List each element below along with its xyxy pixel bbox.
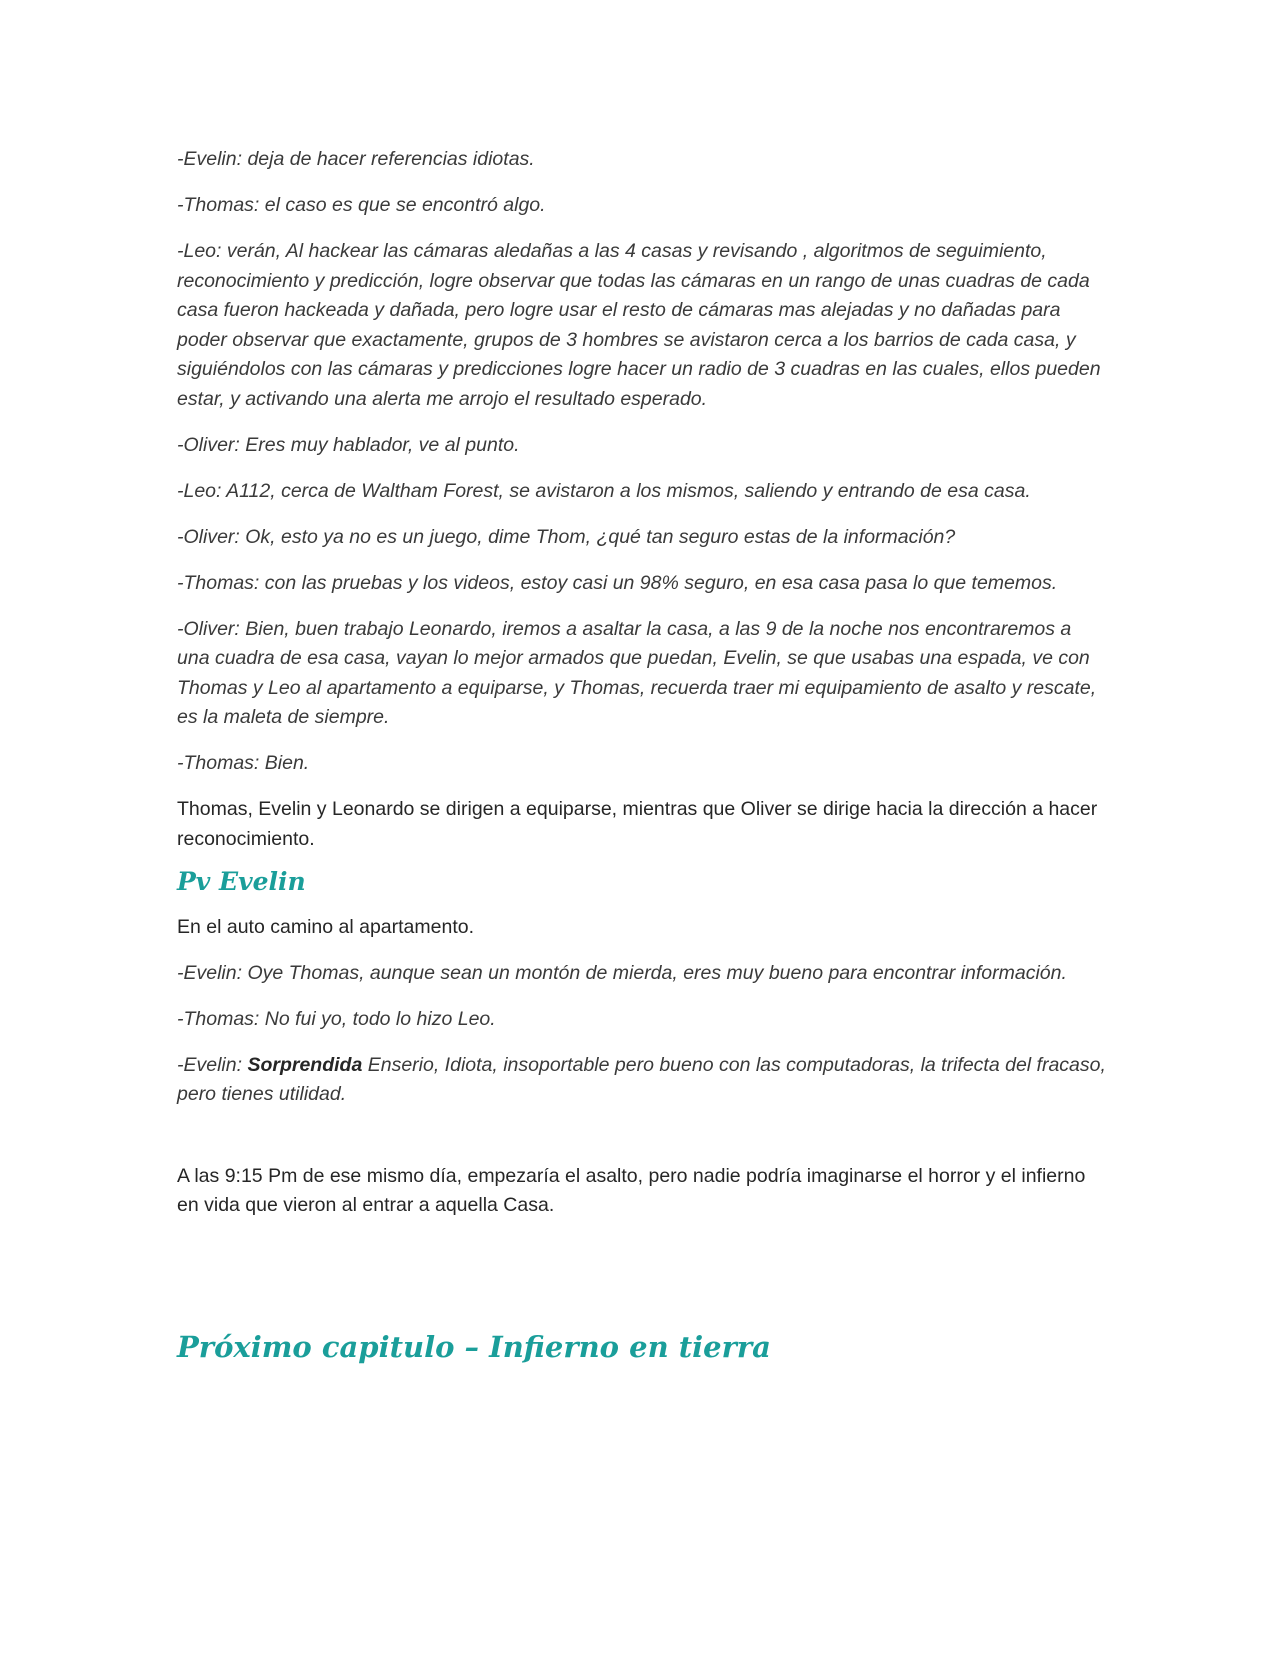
speaker: -Evelin: bbox=[177, 961, 243, 984]
narration-paragraph: En el auto camino al apartamento. bbox=[177, 915, 475, 938]
dialog-text: verán, Al hackear las cámaras aledañas a las 4 casas y revisando , algoritmos de seguimiento, reconocimiento y predicción, logre observar que todas las cámaras en un rango de unas cuadras de cada casa fueron hackeada y dañada, pero logre usar el resto de cámaras mas alejadas y no dañadas para poder observar que exactamente, grupos de 3 hombres se avistaron cerca a los barrios de cada casa, y siguiéndolos con las cámaras y predicciones logre hacer un radio de 3 cuadras en las cuales, ellos pueden estar, y activando una alerta me arrojo el resultado esperado. bbox=[177, 240, 1101, 410]
next-chapter-heading: Próximo capitulo – Infierno en tierra bbox=[177, 1329, 771, 1364]
speaker: -Evelin: bbox=[177, 148, 243, 170]
speaker: -Evelin: bbox=[177, 1053, 248, 1076]
emphasis-text: Sorprendida bbox=[247, 1053, 363, 1076]
dialog-text: Eres muy hablador, ve al punto. bbox=[239, 433, 520, 456]
speaker: -Oliver: bbox=[177, 525, 240, 548]
dialog-paragraph bbox=[177, 569, 1107, 599]
speaker: -Thomas: bbox=[177, 1007, 260, 1030]
dialog-paragraph bbox=[177, 477, 1107, 507]
dialog-text: Oye Thomas, aunque sean un montón de mierda, eres muy bueno para encontrar información. bbox=[242, 961, 1067, 984]
dialog-text: Enserio, Idiota, insoportable pero bueno con las computadoras, la trifecta del fracaso, pero tienes utilidad. bbox=[177, 1053, 1106, 1105]
dialog-text: A112, cerca de Waltham Forest, se avistaron a los mismos, saliendo y entrando de esa casa. bbox=[221, 479, 1031, 502]
dialog-paragraph bbox=[177, 431, 1107, 461]
dialog-paragraph bbox=[177, 1005, 1107, 1035]
speaker: -Thomas: bbox=[177, 571, 260, 594]
speaker: -Oliver: bbox=[177, 433, 240, 456]
dialog-paragraph bbox=[177, 191, 1107, 221]
dialog-paragraph bbox=[177, 523, 1107, 553]
dialog-paragraph bbox=[177, 749, 1107, 779]
dialog-text: Bien. bbox=[259, 752, 310, 774]
speaker: -Thomas: bbox=[177, 194, 260, 216]
dialog-text: Bien, buen trabajo Leonardo, iremos a asaltar la casa, a las 9 de la noche nos encontraremos a una cuadra de esa casa, vayan lo mejor armados que puedan, Evelin, se que usabas una espada, ve con Thomas y Leo al apartamento a equiparse, y Thomas, recuerda traer mi equipamiento de asalto y rescate, es la maleta de siempre. bbox=[177, 617, 1097, 728]
dialog-text: deja de hacer referencias idiotas. bbox=[242, 148, 535, 170]
dialog-paragraph bbox=[177, 1051, 1107, 1110]
speaker: -Thomas: bbox=[177, 752, 260, 774]
narration-paragraph: A las 9:15 Pm de ese mismo día, empezaría el asalto, pero nadie podría imaginarse el horror y el infierno en vida que vieron al entrar a aquella Casa. bbox=[177, 1164, 1086, 1216]
dialog-paragraph bbox=[177, 237, 1107, 414]
dialog-paragraph bbox=[177, 959, 1107, 989]
dialog-text: el caso es que se encontró algo. bbox=[259, 194, 546, 216]
dialog-text: Ok, esto ya no es un juego, dime Thom, ¿qué tan seguro estas de la información? bbox=[239, 525, 956, 548]
dialog-text: con las pruebas y los videos, estoy casi un 98% seguro, en esa casa pasa lo que tememos. bbox=[259, 571, 1058, 594]
section-heading: Pv Evelin bbox=[177, 866, 306, 896]
speaker: -Leo: bbox=[177, 240, 222, 262]
dialog-paragraph bbox=[177, 615, 1107, 733]
dialog-paragraph bbox=[177, 145, 1107, 175]
document-body bbox=[177, 145, 1107, 1381]
speaker: -Oliver: bbox=[177, 617, 240, 640]
speaker: -Leo: bbox=[177, 479, 222, 502]
narration-paragraph: Thomas, Evelin y Leonardo se dirigen a equiparse, mientras que Oliver se dirige hacia la dirección a hacer reconocimiento. bbox=[177, 798, 1098, 850]
dialog-text: No fui yo, todo lo hizo Leo. bbox=[259, 1007, 496, 1030]
